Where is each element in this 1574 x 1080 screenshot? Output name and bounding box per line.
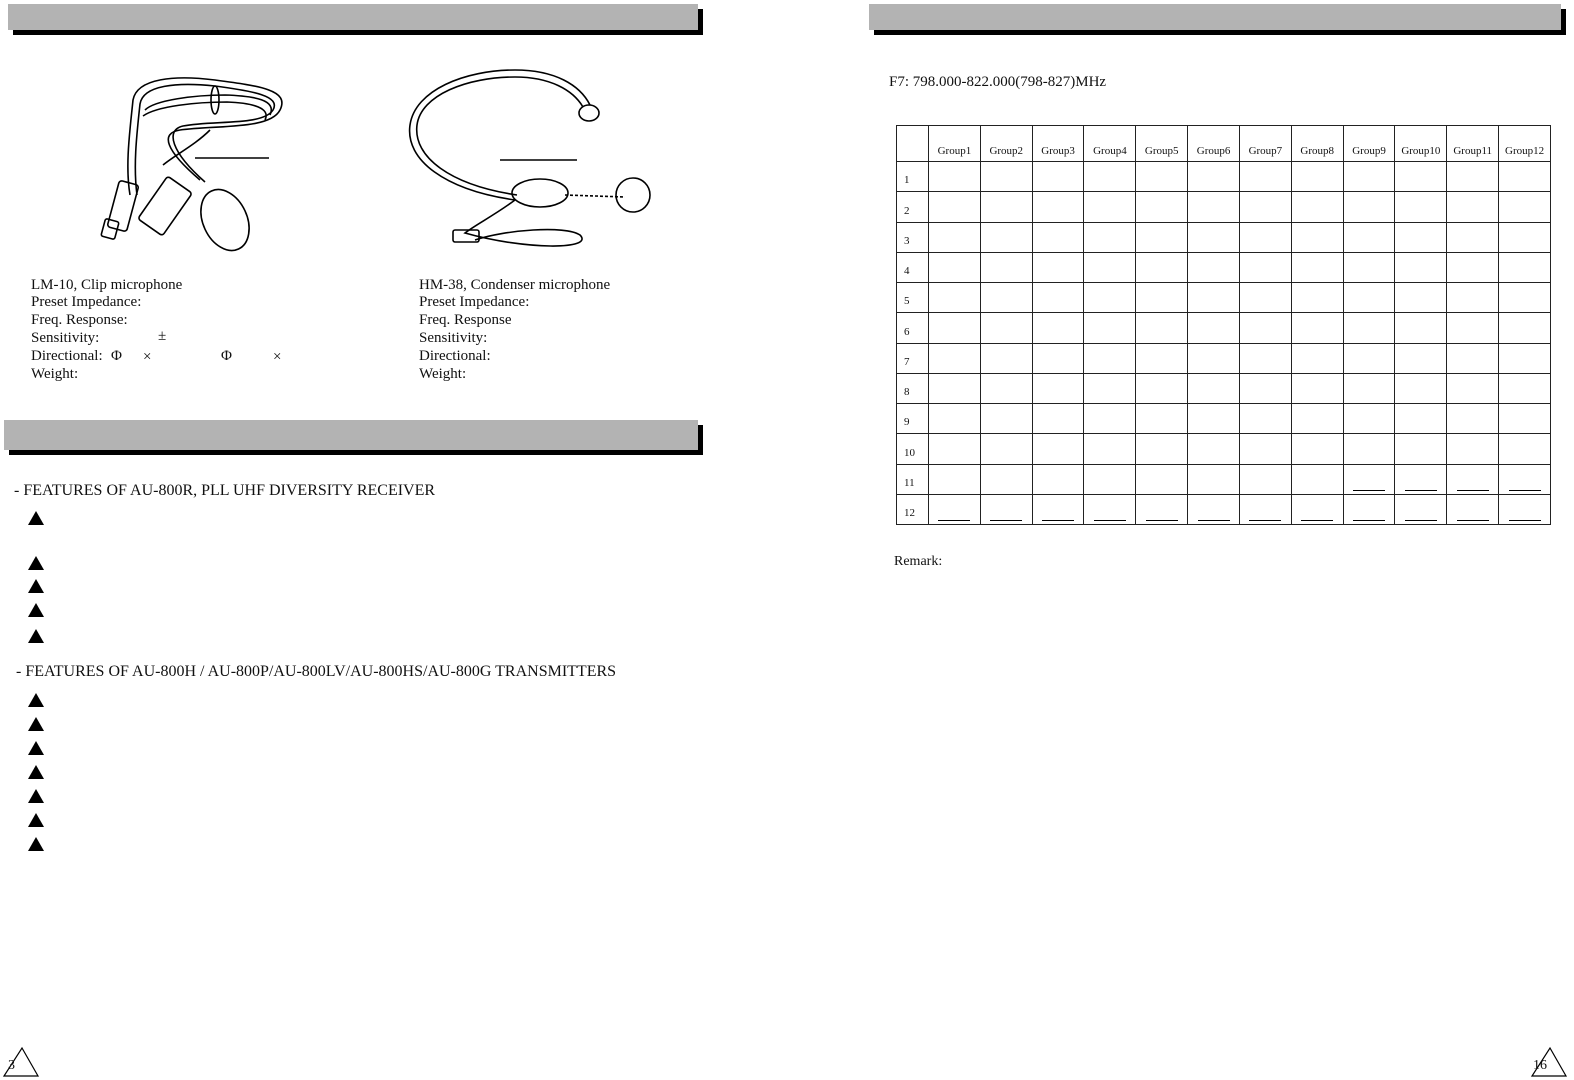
- table-cell: [980, 222, 1032, 252]
- table-cell: [1343, 222, 1395, 252]
- table-cell: [1032, 343, 1084, 373]
- frequency-band-label: F7: 798.000-822.000(798-827)MHz: [889, 74, 1107, 90]
- table-corner-cell: [897, 126, 929, 162]
- table-cell: [1239, 283, 1291, 313]
- table-cell: [1447, 404, 1499, 434]
- table-cell: [1499, 162, 1551, 192]
- table-cell: [1447, 252, 1499, 282]
- bullet-triangle-icon: [28, 717, 44, 731]
- table-row: [897, 434, 1551, 464]
- table-cell: [1188, 434, 1240, 464]
- table-cell: [1188, 192, 1240, 222]
- table-cell: [980, 494, 1032, 524]
- table-cell: [929, 252, 981, 282]
- bullet-triangle-icon: [28, 579, 44, 593]
- table-cell: [1291, 373, 1343, 403]
- row-number: 5: [897, 283, 929, 313]
- column-header: Group4: [1084, 126, 1136, 162]
- table-cell: [1136, 434, 1188, 464]
- table-cell: [1343, 283, 1395, 313]
- column-header: Group2: [980, 126, 1032, 162]
- mic1-title: LM-10, Clip microphone: [31, 277, 183, 293]
- column-header: Group6: [1188, 126, 1240, 162]
- table-cell: [1395, 343, 1447, 373]
- table-cell: [1136, 373, 1188, 403]
- table-cell: [1239, 404, 1291, 434]
- mic1-spec-directional: Directional:: [31, 348, 103, 364]
- times-symbol: ×: [143, 349, 152, 365]
- row-number: 6: [897, 313, 929, 343]
- blank-entry-underline: [1457, 490, 1489, 491]
- row-number: 11: [897, 464, 929, 494]
- table-cell: [1499, 192, 1551, 222]
- table-cell: [1032, 192, 1084, 222]
- table-cell: [1032, 404, 1084, 434]
- table-cell: [1395, 434, 1447, 464]
- blank-entry-underline: [1042, 520, 1074, 521]
- table-cell: [1291, 434, 1343, 464]
- table-cell: [1395, 313, 1447, 343]
- table-cell: [1239, 343, 1291, 373]
- table-cell: [980, 192, 1032, 222]
- table-cell: [1136, 343, 1188, 373]
- table-cell: [1136, 222, 1188, 252]
- table-cell: [1395, 283, 1447, 313]
- table-cell: [1291, 192, 1343, 222]
- table-cell: [1032, 494, 1084, 524]
- blank-entry-underline: [1146, 520, 1178, 521]
- table-cell: [1188, 313, 1240, 343]
- table-cell: [1395, 252, 1447, 282]
- mic2-title: HM-38, Condenser microphone: [419, 277, 611, 293]
- plus-minus-symbol: ±: [158, 328, 167, 344]
- table-cell: [1291, 494, 1343, 524]
- row-number: 1: [897, 162, 929, 192]
- table-cell: [980, 434, 1032, 464]
- bullet-triangle-icon: [28, 693, 44, 707]
- table-cell: [1499, 494, 1551, 524]
- bullet-triangle-icon: [28, 789, 44, 803]
- remark-label: Remark:: [894, 554, 943, 569]
- column-header: Group9: [1343, 126, 1395, 162]
- row-number: 2: [897, 192, 929, 222]
- column-header: Group7: [1239, 126, 1291, 162]
- mic1-spec-impedance: Preset Impedance:: [31, 294, 142, 310]
- table-cell: [1499, 313, 1551, 343]
- bullet-triangle-icon: [28, 556, 44, 570]
- table-cell: [1447, 373, 1499, 403]
- blank-entry-underline: [990, 520, 1022, 521]
- table-cell: [1343, 404, 1395, 434]
- table-cell: [980, 464, 1032, 494]
- blank-entry-underline: [1509, 490, 1541, 491]
- table-header-row: [897, 126, 1551, 162]
- row-number: 8: [897, 373, 929, 403]
- row-number: 4: [897, 252, 929, 282]
- table-cell: [1239, 313, 1291, 343]
- bullet-triangle-icon: [28, 765, 44, 779]
- table-row: [897, 373, 1551, 403]
- section-header-bar-middle-left: [4, 420, 698, 450]
- bullet-triangle-icon: [28, 511, 44, 525]
- table-cell: [1499, 373, 1551, 403]
- table-row: [897, 404, 1551, 434]
- table-cell: [1499, 404, 1551, 434]
- table-cell: [1084, 313, 1136, 343]
- blank-entry-underline: [1198, 520, 1230, 521]
- table-cell: [980, 373, 1032, 403]
- table-row: [897, 252, 1551, 282]
- table-cell: [1084, 464, 1136, 494]
- headset-microphone-illustration: [405, 65, 655, 255]
- table-cell: [1395, 404, 1447, 434]
- table-cell: [1343, 373, 1395, 403]
- table-cell: [929, 283, 981, 313]
- mic2-spec-directional: Directional:: [419, 348, 491, 364]
- table-cell: [1032, 434, 1084, 464]
- table-cell: [1343, 434, 1395, 464]
- column-header: Group12: [1499, 126, 1551, 162]
- page-number-right: 16: [1533, 1058, 1547, 1073]
- transmitter-features-heading: - FEATURES OF AU-800H / AU-800P/AU-800LV/AU-800HS/AU-800G TRANSMITTERS: [16, 663, 617, 680]
- bullet-triangle-icon: [28, 741, 44, 755]
- table-cell: [1291, 162, 1343, 192]
- blank-entry-underline: [938, 520, 970, 521]
- table-cell: [1395, 494, 1447, 524]
- table-cell: [980, 343, 1032, 373]
- table-cell: [929, 343, 981, 373]
- table-row: [897, 222, 1551, 252]
- table-cell: [929, 373, 981, 403]
- table-cell: [1343, 343, 1395, 373]
- table-cell: [1447, 222, 1499, 252]
- table-cell: [1447, 162, 1499, 192]
- bullet-triangle-icon: [28, 813, 44, 827]
- row-number: 7: [897, 343, 929, 373]
- blank-entry-underline: [1405, 490, 1437, 491]
- table-cell: [1447, 313, 1499, 343]
- table-cell: [1032, 162, 1084, 192]
- table-cell: [1136, 494, 1188, 524]
- table-row: [897, 343, 1551, 373]
- table-cell: [1447, 343, 1499, 373]
- column-header: Group3: [1032, 126, 1084, 162]
- table-cell: [980, 283, 1032, 313]
- mic2-spec-weight: Weight:: [419, 366, 467, 382]
- table-row: [897, 494, 1551, 524]
- table-cell: [1084, 283, 1136, 313]
- table-cell: [1447, 192, 1499, 222]
- table-cell: [1343, 464, 1395, 494]
- table-cell: [1447, 283, 1499, 313]
- table-cell: [929, 313, 981, 343]
- table-cell: [980, 162, 1032, 192]
- table-cell: [1084, 192, 1136, 222]
- table-row: [897, 283, 1551, 313]
- table-cell: [1239, 252, 1291, 282]
- phi-symbol: Φ: [111, 348, 122, 364]
- phi-symbol: Φ: [221, 348, 232, 364]
- column-header: Group11: [1447, 126, 1499, 162]
- table-cell: [1188, 404, 1240, 434]
- section-header-bar-top-left: [8, 4, 698, 30]
- mic2-spec-impedance: Preset Impedance:: [419, 294, 530, 310]
- table-cell: [1239, 373, 1291, 403]
- table-cell: [1084, 343, 1136, 373]
- table-cell: [1136, 283, 1188, 313]
- blank-entry-underline: [1094, 520, 1126, 521]
- table-cell: [1343, 313, 1395, 343]
- table-cell: [1395, 464, 1447, 494]
- table-row: [897, 313, 1551, 343]
- blank-entry-underline: [1405, 520, 1437, 521]
- table-cell: [980, 313, 1032, 343]
- table-cell: [1239, 494, 1291, 524]
- table-cell: [1188, 222, 1240, 252]
- table-cell: [1291, 283, 1343, 313]
- blank-entry-underline: [1249, 520, 1281, 521]
- row-number: 3: [897, 222, 929, 252]
- mic1-spec-weight: Weight:: [31, 366, 79, 382]
- table-cell: [1239, 192, 1291, 222]
- table-cell: [1188, 252, 1240, 282]
- table-cell: [980, 252, 1032, 282]
- column-header: Group8: [1291, 126, 1343, 162]
- table-cell: [1084, 434, 1136, 464]
- blank-entry-underline: [1509, 520, 1541, 521]
- table-cell: [1136, 313, 1188, 343]
- table-cell: [1499, 283, 1551, 313]
- table-cell: [1188, 373, 1240, 403]
- frequency-group-table: [896, 125, 1551, 525]
- table-cell: [1343, 252, 1395, 282]
- table-cell: [929, 464, 981, 494]
- blank-entry-underline: [1457, 520, 1489, 521]
- table-cell: [1395, 222, 1447, 252]
- table-cell: [1032, 373, 1084, 403]
- table-cell: [1395, 373, 1447, 403]
- table-cell: [1343, 192, 1395, 222]
- table-cell: [1032, 222, 1084, 252]
- table-cell: [1188, 343, 1240, 373]
- table-cell: [1291, 222, 1343, 252]
- table-cell: [1395, 192, 1447, 222]
- table-cell: [1239, 222, 1291, 252]
- table-cell: [1447, 464, 1499, 494]
- receiver-features-heading: - FEATURES OF AU-800R, PLL UHF DIVERSITY RECEIVER: [14, 482, 436, 499]
- blank-entry-underline: [1353, 520, 1385, 521]
- table-cell: [1499, 343, 1551, 373]
- table-cell: [1084, 162, 1136, 192]
- table-cell: [1084, 222, 1136, 252]
- table-cell: [1395, 162, 1447, 192]
- table-cell: [1499, 464, 1551, 494]
- table-cell: [1136, 162, 1188, 192]
- mic2-spec-sensitivity: Sensitivity:: [419, 330, 488, 346]
- row-number: 9: [897, 404, 929, 434]
- table-cell: [1499, 222, 1551, 252]
- bullet-triangle-icon: [28, 603, 44, 617]
- table-cell: [1239, 464, 1291, 494]
- table-cell: [1084, 404, 1136, 434]
- bullet-triangle-icon: [28, 837, 44, 851]
- column-header: Group10: [1395, 126, 1447, 162]
- table-cell: [1136, 404, 1188, 434]
- table-cell: [1032, 464, 1084, 494]
- table-cell: [1499, 434, 1551, 464]
- blank-entry-underline: [1353, 490, 1385, 491]
- table-cell: [1084, 252, 1136, 282]
- table-cell: [980, 404, 1032, 434]
- table-cell: [1188, 283, 1240, 313]
- table-cell: [1343, 162, 1395, 192]
- table-cell: [1447, 434, 1499, 464]
- section-header-bar-top-right: [869, 4, 1561, 30]
- table-cell: [1084, 494, 1136, 524]
- table-cell: [1291, 404, 1343, 434]
- table-row: [897, 464, 1551, 494]
- table-cell: [1343, 494, 1395, 524]
- times-symbol: ×: [273, 349, 282, 365]
- table-cell: [1032, 283, 1084, 313]
- table-cell: [1188, 494, 1240, 524]
- table-row: [897, 162, 1551, 192]
- table-cell: [1239, 434, 1291, 464]
- row-number: 10: [897, 434, 929, 464]
- table-cell: [1291, 464, 1343, 494]
- page-number-left: 3: [8, 1058, 15, 1073]
- table-cell: [1136, 252, 1188, 282]
- table-cell: [929, 162, 981, 192]
- table-cell: [1032, 252, 1084, 282]
- table-cell: [1499, 252, 1551, 282]
- table-cell: [929, 434, 981, 464]
- table-cell: [1291, 343, 1343, 373]
- table-cell: [1291, 252, 1343, 282]
- mic2-spec-frequency: Freq. Response: [419, 312, 512, 328]
- column-header: Group5: [1136, 126, 1188, 162]
- table-cell: [1136, 464, 1188, 494]
- bullet-triangle-icon: [28, 629, 44, 643]
- column-header: Group1: [929, 126, 981, 162]
- table-cell: [1084, 373, 1136, 403]
- table-cell: [929, 404, 981, 434]
- table-cell: [1188, 464, 1240, 494]
- table-row: [897, 192, 1551, 222]
- table-cell: [1291, 313, 1343, 343]
- table-cell: [1447, 494, 1499, 524]
- mic1-spec-sensitivity: Sensitivity:: [31, 330, 100, 346]
- mic1-spec-frequency: Freq. Response:: [31, 312, 128, 328]
- table-cell: [929, 222, 981, 252]
- table-cell: [1136, 192, 1188, 222]
- table-cell: [1239, 162, 1291, 192]
- blank-entry-underline: [1301, 520, 1333, 521]
- table-cell: [929, 192, 981, 222]
- table-cell: [1032, 313, 1084, 343]
- clip-microphone-illustration: [85, 70, 285, 255]
- table-cell: [1188, 162, 1240, 192]
- table-cell: [929, 494, 981, 524]
- row-number: 12: [897, 494, 929, 524]
